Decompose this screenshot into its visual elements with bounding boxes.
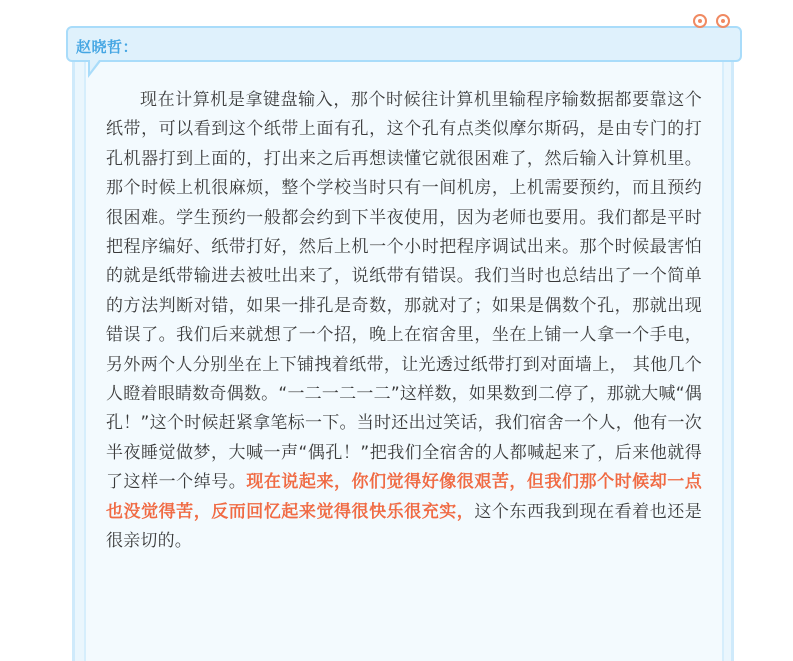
speaker-banner xyxy=(66,26,742,62)
decor-dot-icon xyxy=(693,14,707,28)
speaker-name: 赵晓哲： xyxy=(76,38,139,56)
quote-highlight: 现在说起来，你们觉得好像很艰苦，但我们那个时候却一点也没觉得苦，反而回忆起来觉得很快乐很充实， xyxy=(106,472,702,522)
quote-body xyxy=(106,86,702,557)
decor-dot-icon xyxy=(716,14,730,28)
speech-tail-fill xyxy=(90,60,99,72)
quote-text-end: 这个东西我到现在看着也还是很亲切的。 xyxy=(106,501,702,552)
quote-paragraph xyxy=(106,86,702,557)
quote-text: 现在计算机是拿键盘输入，那个时候往计算机里输程序输数据都要靠这个纸带，可以看到这个纸带上面有孔，这个孔有点类似摩尔斯码，是由专门的打孔机器打到上面的，打出来之后再想读懂它就很困难了，然后输入计算机里。那个时候上机很麻烦，整个学校当时只有一间机房，上机需要预约，而且预约很困难。学生预约一般都会约到下半夜使用，因为老师也要用。我们都是平时把程序编好、纸带打好，然后上机一个小时把程序调试出来。那个时候最害怕的就是纸带输进去被吐出来了，说纸带有错误。我们当时也总结出了一个简单的方法判断对错，如果一排孔是奇数，那就对了；如果是偶数个孔，那就出现错误了。我们后来就想了一个招，晚上在宿舍里，坐在上铺一人拿一个手电，另外两个人分别坐在上下铺拽着纸带，让光透过纸带打到对面墙上， 其他几个人瞪着眼睛数奇偶数。“一二一二一二”这样数，如果数到二停了，那就大喊“偶孔！”这个时候赶紧拿笔标一下。当时还出过笑话，我们宿舍一个人，他有一次半夜睡觉做梦，大喊一声“偶孔！”把我们全宿舍的人都喊起来了，后来他就得了这样一个绰号。 xyxy=(106,90,702,493)
